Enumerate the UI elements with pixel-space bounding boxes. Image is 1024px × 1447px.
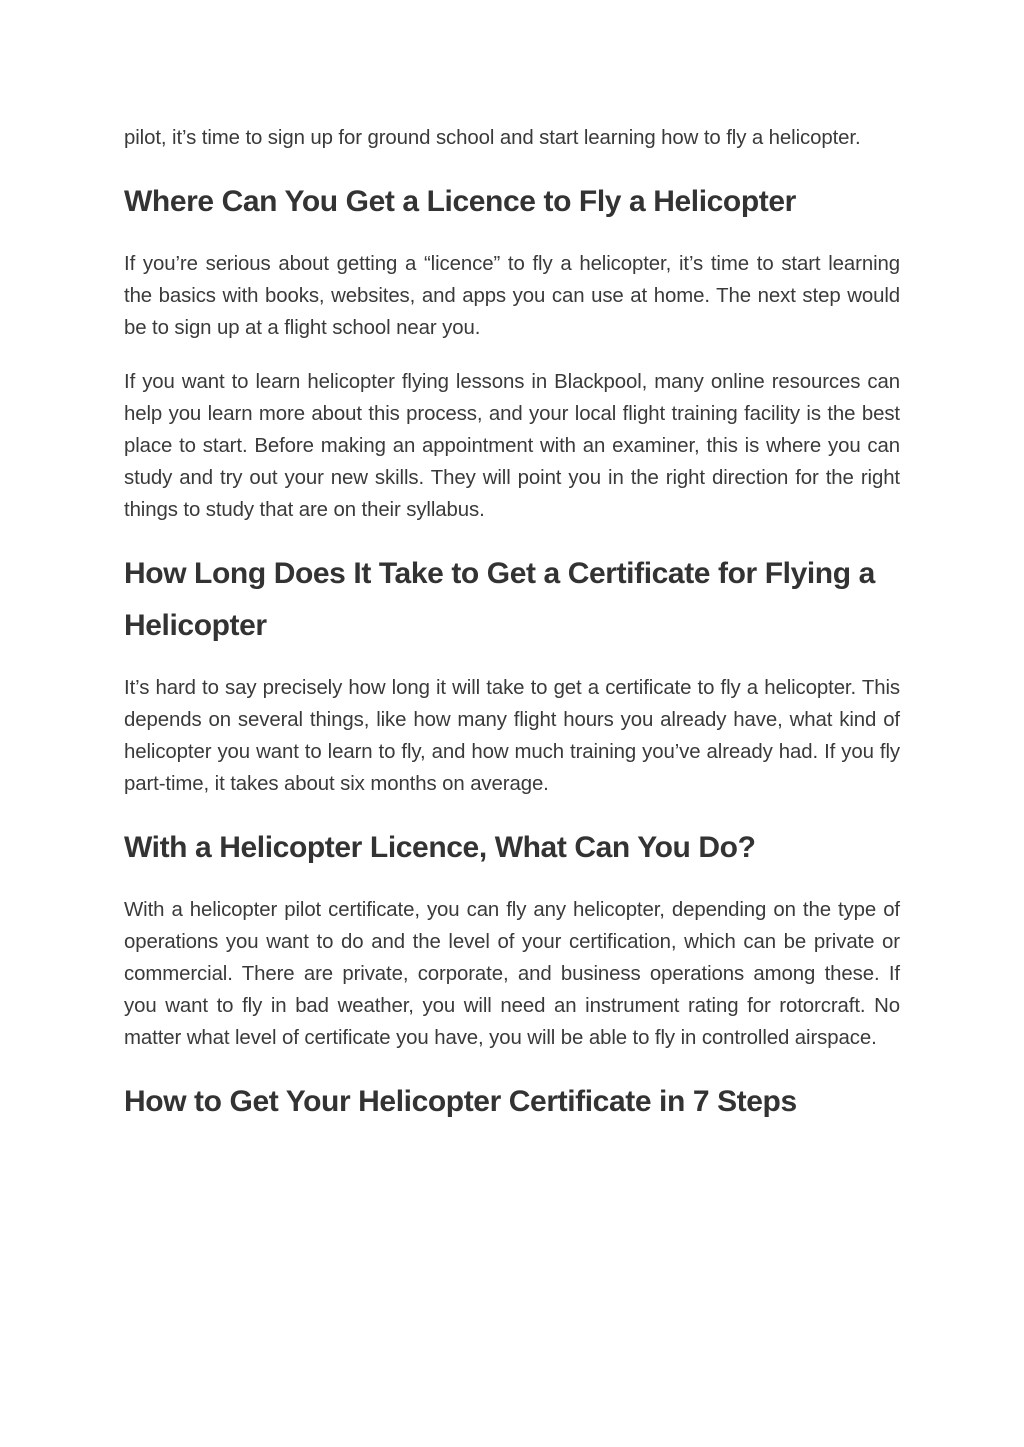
paragraph-serious-licence: If you’re serious about getting a “licence” to fly a helicopter, it’s time to start learning the basics with books, websites, and apps you can use at home. The next step would be to sign up at a flight school near you. (124, 253, 900, 339)
document-page (124, 122, 900, 1148)
heading-how-long: How Long Does It Take to Get a Certificate for Flying a Helicopter (124, 557, 875, 642)
heading-where-licence: Where Can You Get a Licence to Fly a Helicopter (124, 185, 796, 218)
paragraph-certificate-uses: With a helicopter pilot certificate, you can fly any helicopter, depending on the type of operations you want to do and the level of your certification, which can be private or commercial. There are private, corporate, and business operations among these. If you want to fly in bad weather, you will need an instrument rating for rotorcraft. No matter what level of certificate you have, you will be able to fly in controlled airspace. (124, 899, 900, 1049)
paragraph-duration: It’s hard to say precisely how long it will take to get a certificate to fly a helicopter. This depends on several things, like how many flight hours you already have, what kind of helicopter you want to learn to fly, and how much training you’ve already had. If you fly part-time, it takes about six months on average. (124, 677, 900, 795)
paragraph-blackpool-lessons: If you want to learn helicopter flying lessons in Blackpool, many online resources can help you learn more about this process, and your local flight training facility is the best place to start. Before making an appointment with an examiner, this is where you can study and try out your new skills. They will point you in the right direction for the right things to study that are on their syllabus. (124, 371, 900, 521)
heading-what-can-you-do: With a Helicopter Licence, What Can You Do? (124, 831, 756, 864)
paragraph-intro-continuation: pilot, it’s time to sign up for ground school and start learning how to fly a helicopter. (124, 127, 861, 149)
heading-seven-steps: How to Get Your Helicopter Certificate in 7 Steps (124, 1085, 797, 1118)
